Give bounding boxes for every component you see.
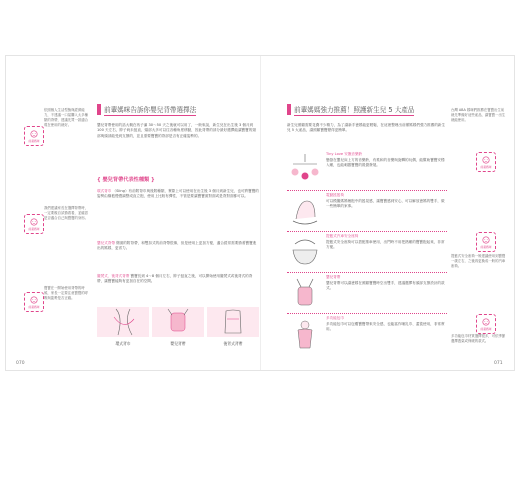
baby-carrier-label: 嬰兒式背帶 xyxy=(97,241,115,245)
carrier-ring-sling xyxy=(97,307,149,351)
tip-badge-4 xyxy=(476,152,496,172)
product-divider xyxy=(287,231,447,232)
product-title: 電動搖搖椅 xyxy=(326,193,344,197)
tip-badge-2 xyxy=(24,214,44,234)
ring-sling-caption: 環式背巾 xyxy=(115,341,131,346)
left-page-title: 前輩媽咪告訴你嬰兒背帶選擇法 xyxy=(104,105,197,114)
product-title: 多功能包巾 xyxy=(326,316,344,320)
back-carrier-label: 腰凳式、後背式背帶 xyxy=(97,274,130,278)
left-section-header xyxy=(97,103,196,116)
tip-note-1: 依照個人生活型態與經濟能力，不建議一口氣購入太多種類的背帶，建議先買一款適合現在使用的就好。 xyxy=(44,108,89,127)
swaddle-blanket-icon xyxy=(287,316,323,352)
baby-carrier-illustration xyxy=(152,307,204,337)
header-accent-bar xyxy=(287,104,291,115)
tip-note-3: 寶寶在一開始使用背帶的時候，家長一定要注意寶寶的呼吸與姿勢是否正確。 xyxy=(44,286,89,300)
tip-badge-label: 前輩媽咪 xyxy=(28,138,40,143)
carrier-types-subtitle-text: 嬰兒背帶代表性種類 xyxy=(102,177,150,183)
tip-badge-label: 前輩媽咪 xyxy=(480,244,492,249)
electric-rocker-icon xyxy=(287,193,323,229)
tip-badge-label: 前輩媽咪 xyxy=(28,226,40,231)
mom-face-icon xyxy=(482,156,490,164)
tip-badge-3 xyxy=(24,292,44,312)
product-info xyxy=(323,152,447,188)
tip-note-6: 多功能包巾材質選擇很多，可依季節選擇透氣或保暖的款式。 xyxy=(451,334,506,343)
baby-carrier-icon xyxy=(287,275,323,311)
page-fold xyxy=(260,56,261,370)
product-title: Tiny Love 安撫音樂鈴 xyxy=(326,152,363,156)
product-text: 可以模擬媽媽懷抱中的搖晃感，讓寶寶感到安心，可以解放爸媽的雙手，做一些簡單的家事。 xyxy=(326,199,445,209)
product-text: 嬰兒背帶可以讓爸媽在照顧寶寶時空出雙手，建議選擇有頭部支撐設計的款式。 xyxy=(326,281,445,291)
carrier-type-ring-sling xyxy=(97,189,259,200)
carrier-type-back-carrier xyxy=(97,274,259,285)
product-item-2 xyxy=(287,193,447,229)
product-info xyxy=(323,316,447,352)
product-info xyxy=(323,234,447,270)
product-item-3 xyxy=(287,234,447,270)
tip-badge-6 xyxy=(476,314,496,334)
product-item-4 xyxy=(287,275,447,311)
mom-face-icon xyxy=(30,218,38,226)
product-divider xyxy=(287,313,447,314)
ring-sling-label: 環式背巾 xyxy=(97,189,112,193)
baby-carrier-text: 側面的附背帶，和雙扣式的前背帶很像，但是使用上更加方便，適合經常需要揹著寶寶進出的媽媽，更省力。 xyxy=(97,241,257,251)
tip-badge-label: 前輩媽咪 xyxy=(28,304,40,309)
back-carrier-illustration xyxy=(207,307,259,337)
tip-note-4: 台灣 ABA 媽咪們推薦在寶寶出生前就先準備好這些產品，讓寶寶一出生就能使用。 xyxy=(451,108,506,122)
mom-face-icon xyxy=(482,318,490,326)
product-text: 多功能包巾可以包覆寶寶帶來安全感，也能當作哺乳巾、蓋毯使用，非常實用。 xyxy=(326,322,445,332)
carrier-illustrations xyxy=(97,307,259,351)
product-divider xyxy=(287,272,447,273)
product-item-1 xyxy=(287,152,447,188)
product-text: 提籃式安全座椅可以搭配推車使用，出門時不用把熟睡的寶寶抱起來，非常方便。 xyxy=(326,240,445,250)
product-divider xyxy=(287,190,447,191)
music-mobile-icon xyxy=(287,152,323,188)
back-carrier-caption: 後背式背帶 xyxy=(223,341,243,346)
back-carrier-text: 寶寶長到 4～8 個月左右，脖子挺直之後，可以開始使用腰凳式或後背式的背帶，讓寶寶能夠有更加自在的空間。 xyxy=(97,274,253,284)
header-accent-bar xyxy=(97,104,101,115)
baby-carrier-caption: 嬰兒背帶 xyxy=(170,341,186,346)
tip-note-5: 提籃式安全座椅一般建議使用到寶寶一歲左右，之後再更換成一般的汽車座椅。 xyxy=(451,254,506,268)
carrier-back-carrier xyxy=(207,307,259,351)
right-intro-text: 新生兒照顧需要花費不少精力，為了讓新手爸媽能更輕鬆，在這裡整理出前輩媽媽們強力推薦的新生兒 5 大產品，讓照顧寶寶變得更簡單。 xyxy=(287,123,446,133)
product-title: 提籃式汽車安全座椅 xyxy=(326,234,359,238)
tip-badge-5 xyxy=(476,232,496,252)
mom-face-icon xyxy=(30,296,38,304)
product-item-5 xyxy=(287,316,447,352)
left-page-number: 070 xyxy=(16,361,25,366)
mom-face-icon xyxy=(30,130,38,138)
ring-sling-text: （Sling）有前附背巾與後附種類，實際上可以使用在出生後 3 個月到新生兒，也可將寶寶的姿勢由橫抱慢慢調整成直立抱，使用上比較有彈性，不管是要讓寶寶面對面或是背對面都可以。 xyxy=(97,189,259,199)
product-title: 嬰兒背帶 xyxy=(326,275,341,279)
tip-badge-label: 前輩媽咪 xyxy=(480,164,492,169)
carrier-types-subtitle: { 嬰兒背帶代表性種類 } xyxy=(97,177,155,183)
left-intro-text: 嬰兒背帶使用的話大概在孩子滿 30～50 天之後就可以用了，一般來說，新生兒在出生後 3 個月到 100 天左右，脖子尚未挺直，頭部大多可以往各種角度移動，因此背帶的部分最好選擇能讓寶寶的頸部與頭部能受到支撐的，並且需要寶寶的背部是否有正確姿勢的。 xyxy=(97,123,256,138)
right-page-number: 071 xyxy=(494,361,503,366)
ring-sling-illustration xyxy=(97,307,149,337)
tip-badge-label: 前輩媽咪 xyxy=(480,326,492,331)
book-spread xyxy=(6,56,514,370)
mom-face-icon xyxy=(482,236,490,244)
product-text: 懸掛在嬰兒床上方的音樂鈴，有柔和的音樂與旋轉的玩偶，能幫助寶寶安穩入睡，也能刺激寶寶的視覺發展。 xyxy=(326,158,445,168)
carrier-baby-carrier xyxy=(152,307,204,351)
right-page-title: 前輩媽媽強力推薦！照護新生兒 5 大產品 xyxy=(294,105,415,114)
car-seat-icon xyxy=(287,234,323,270)
carrier-type-baby-carrier xyxy=(97,241,259,252)
right-section-header xyxy=(287,103,414,116)
tip-badge-1 xyxy=(24,126,44,146)
product-info xyxy=(323,275,447,311)
tip-note-2: 我們建議家長在選擇背帶時，一定要親自試揹看看，並確認是否適合自己與寶寶的身形。 xyxy=(44,206,89,220)
product-info xyxy=(323,193,447,229)
